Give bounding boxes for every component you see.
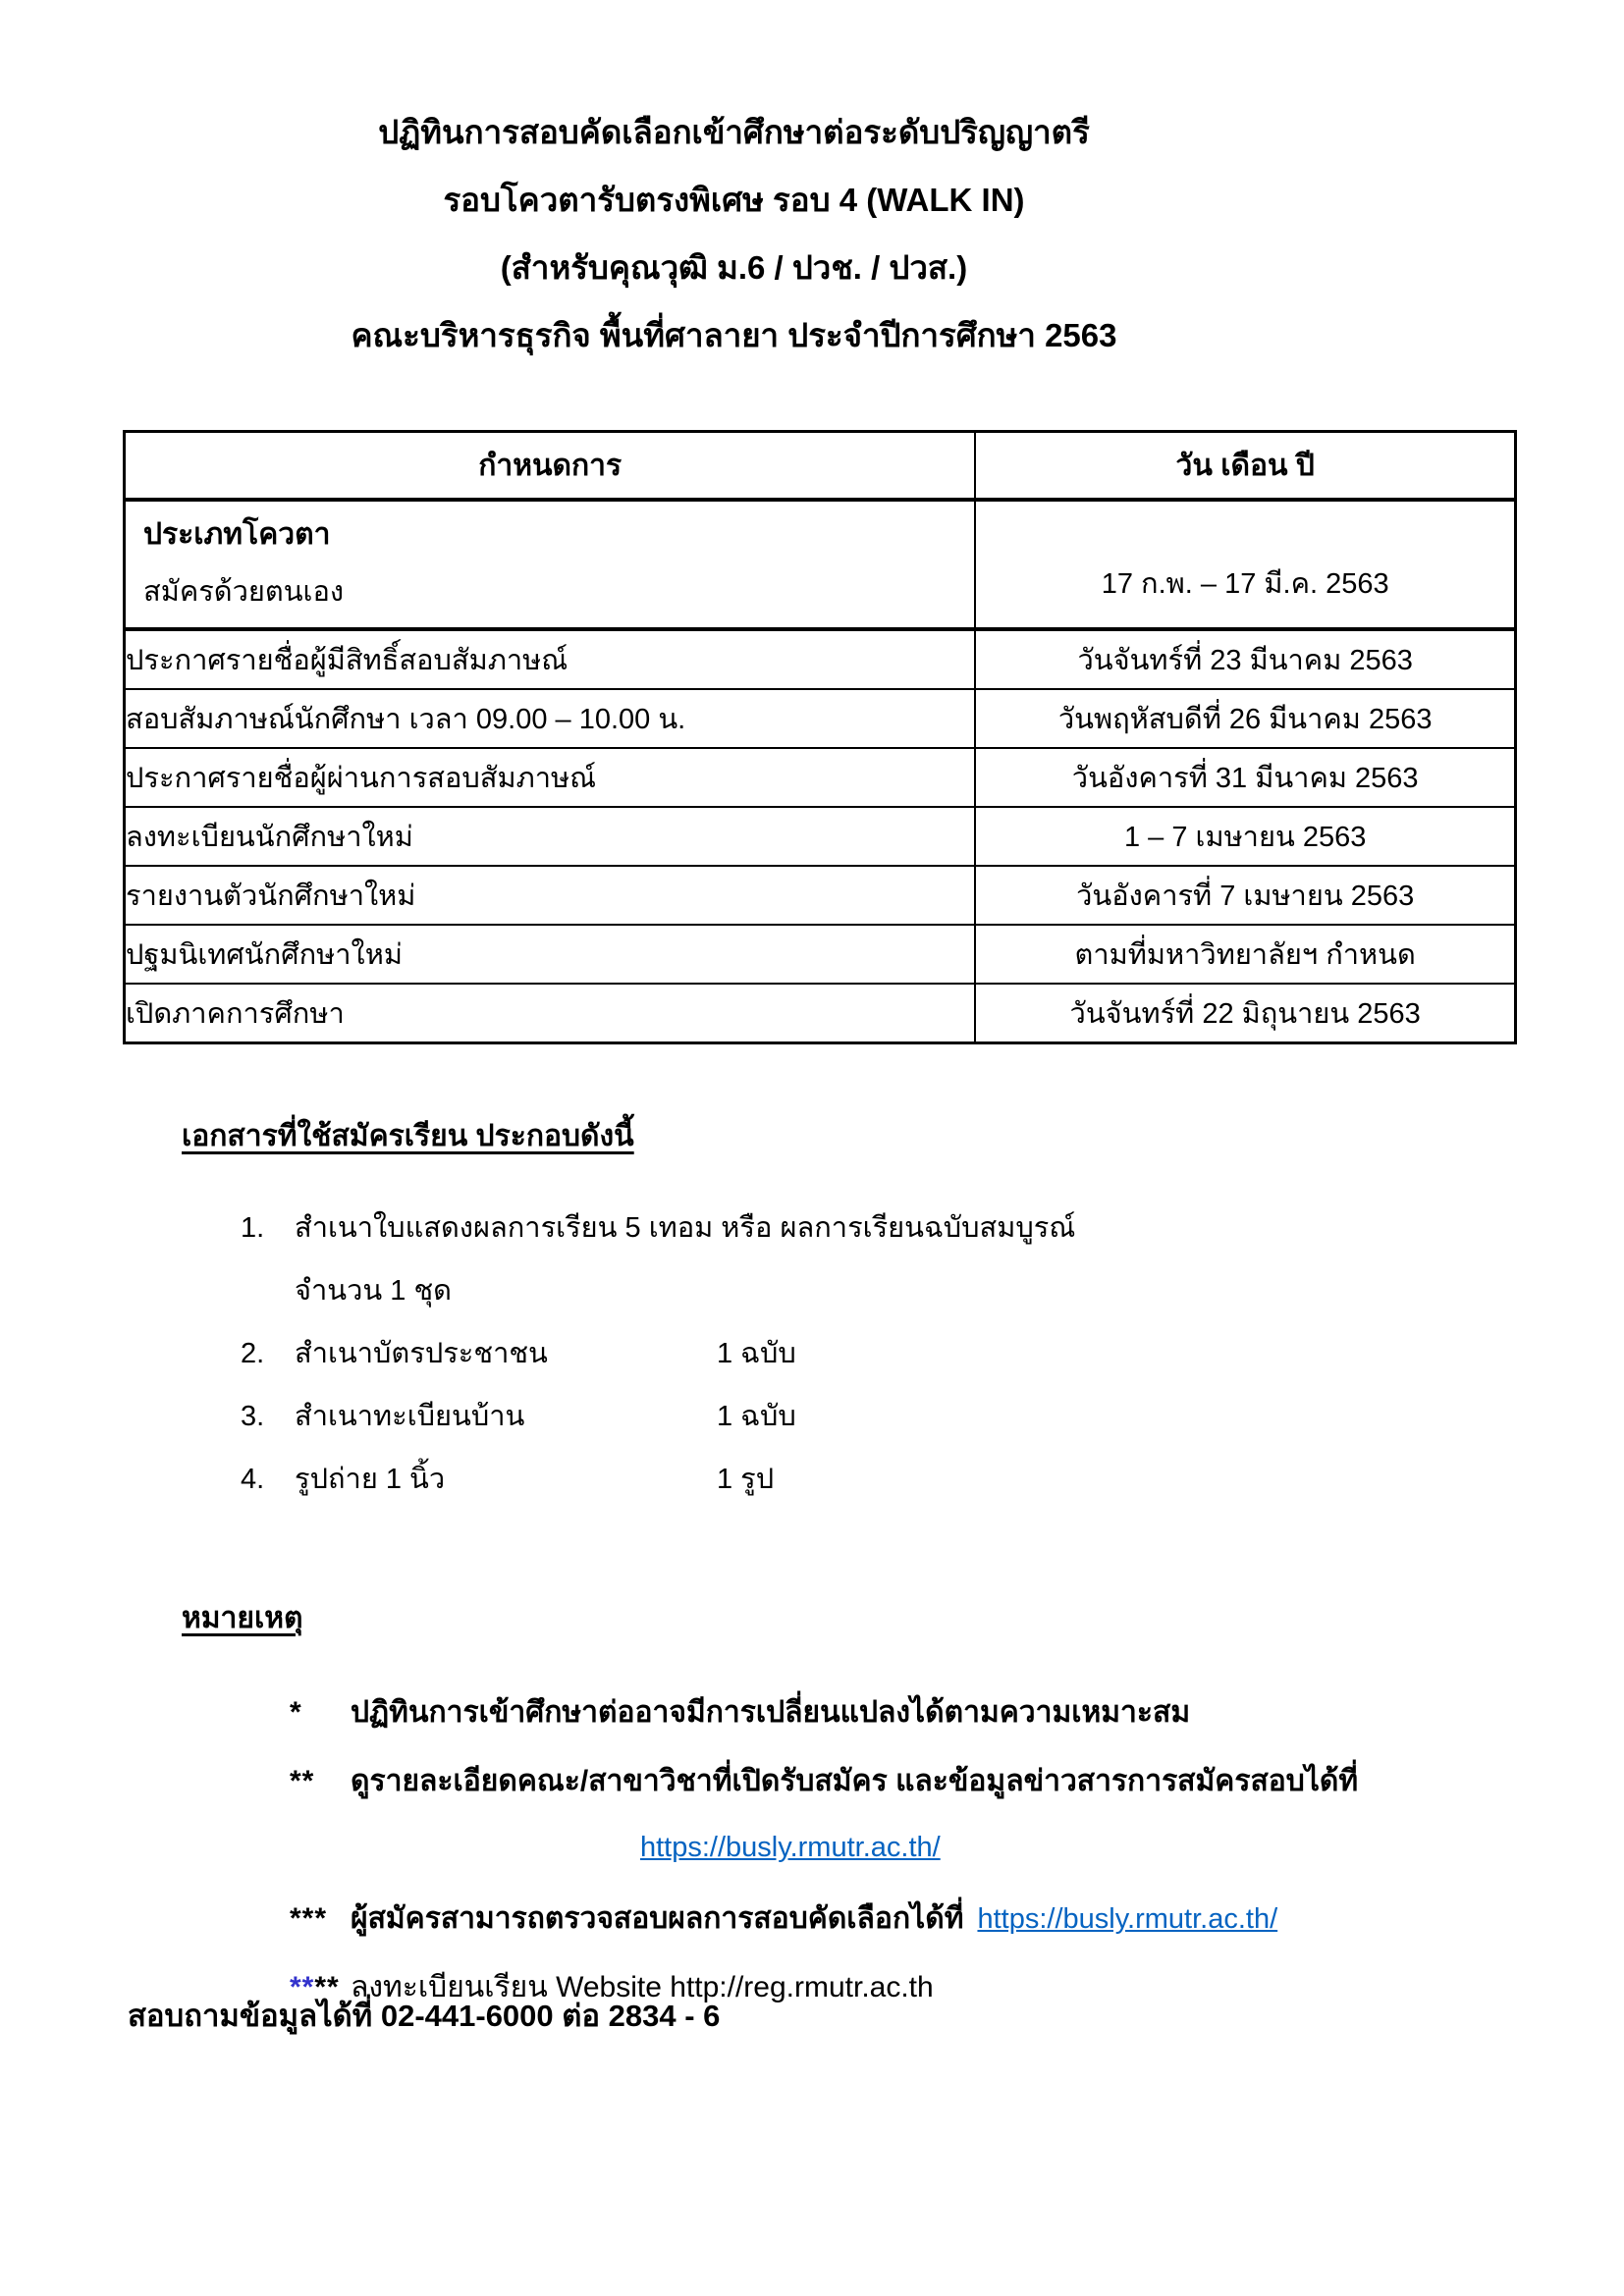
item-number: 2. bbox=[241, 1338, 265, 1369]
item-number: 3. bbox=[241, 1401, 265, 1432]
list-item bbox=[241, 1322, 1624, 1385]
table-row-quota bbox=[125, 500, 1516, 629]
documents-list bbox=[241, 1197, 1624, 1511]
quota-activity-cell bbox=[125, 500, 976, 629]
quota-date-cell bbox=[975, 500, 1515, 629]
row-date: วันพฤหัสบดีที่ 26 มีนาคม 2563 bbox=[975, 689, 1515, 748]
item-continuation: จำนวน 1 ชุด bbox=[295, 1275, 452, 1307]
row-date: 1 – 7 เมษายน 2563 bbox=[975, 807, 1515, 866]
schedule-table bbox=[123, 430, 1517, 1044]
table-row bbox=[125, 984, 1516, 1043]
row-date: ตามที่มหาวิทยาลัยฯ กำหนด bbox=[975, 925, 1515, 984]
item-number: 1. bbox=[241, 1212, 265, 1244]
quota-apply-label: สมัครด้วยตนเอง bbox=[143, 576, 345, 608]
quota-type-label: ประเภทโควตา bbox=[143, 518, 331, 551]
row-activity: รายงานตัวนักศึกษาใหม่ bbox=[125, 866, 976, 925]
note-marker: * bbox=[290, 1696, 302, 1729]
item-quantity: 1 ฉบับ bbox=[717, 1338, 796, 1369]
row-date: วันจันทร์ที่ 23 มีนาคม 2563 bbox=[975, 629, 1515, 689]
item-quantity: 1 รูป bbox=[717, 1464, 775, 1495]
title-line-2: รอบโควตารับตรงพิเศษ รอบ 4 (WALK IN) bbox=[443, 182, 1025, 218]
note-text: ปฏิทินการเข้าศึกษาต่ออาจมีการเปลี่ยนแปลงได้ตามความเหมาะสม bbox=[351, 1696, 1191, 1729]
table-row bbox=[125, 866, 1516, 925]
header-date: วัน เดือน ปี bbox=[975, 432, 1515, 501]
row-activity: เปิดภาคการศึกษา bbox=[125, 984, 976, 1043]
list-item bbox=[241, 1197, 1624, 1259]
row-activity: ปฐมนิเทศนักศึกษาใหม่ bbox=[125, 925, 976, 984]
busly-link[interactable]: https://busly.rmutr.ac.th/ bbox=[640, 1832, 941, 1863]
note-text: ดูรายละเอียดคณะ/สาขาวิชาที่เปิดรับสมัคร และข้อมูลข่าวสารการสมัครสอบได้ที่ bbox=[351, 1765, 1359, 1797]
note-item-2 bbox=[290, 1749, 1624, 1814]
table-row bbox=[125, 689, 1516, 748]
table-header-row bbox=[125, 432, 1516, 501]
row-activity: ลงทะเบียนนักศึกษาใหม่ bbox=[125, 807, 976, 866]
table-row bbox=[125, 807, 1516, 866]
table-row bbox=[125, 748, 1516, 807]
notes-list bbox=[290, 1681, 1624, 2020]
row-date: วันอังคารที่ 31 มีนาคม 2563 bbox=[975, 748, 1515, 807]
list-item bbox=[241, 1448, 1624, 1511]
table-row bbox=[125, 629, 1516, 689]
notes-section-heading: หมายเหตุ bbox=[182, 1602, 303, 1634]
item-text: รูปถ่าย 1 นิ้ว bbox=[295, 1464, 446, 1495]
item-text: สำเนาบัตรประชาชน bbox=[295, 1338, 548, 1369]
asterisks-blue: ** bbox=[290, 1971, 315, 2003]
busly-link[interactable]: https://busly.rmutr.ac.th/ bbox=[977, 1903, 1278, 1935]
documents-section-heading: เอกสารที่ใช้สมัครเรียน ประกอบดังนี้ bbox=[182, 1120, 634, 1152]
note-text: ลงทะเบียนเรียน Website http://reg.rmutr.ac.th bbox=[351, 1971, 934, 2003]
note-text: ผู้สมัครสามารถตรวจสอบผลการสอบคัดเลือกได้ที่ bbox=[351, 1902, 964, 1935]
asterisks-black: ** bbox=[314, 1971, 340, 2003]
document-title-block bbox=[123, 98, 1345, 369]
row-activity: สอบสัมภาษณ์นักศึกษา เวลา 09.00 – 10.00 น. bbox=[125, 689, 976, 748]
note-marker: ** bbox=[290, 1765, 315, 1797]
title-line-4: คณะบริหารธุรกิจ พื้นที่ศาลายา ประจำปีการศึกษา 2563 bbox=[351, 317, 1117, 353]
item-text: สำเนาทะเบียนบ้าน bbox=[295, 1401, 525, 1432]
item-quantity: 1 ฉบับ bbox=[717, 1401, 796, 1432]
item-text: สำเนาใบแสดงผลการเรียน 5 เทอม หรือ ผลการเรียนฉบับสมบูรณ์ bbox=[295, 1212, 1076, 1244]
list-item bbox=[241, 1385, 1624, 1448]
title-line-3: (สำหรับคุณวุฒิ ม.6 / ปวช. / ปวส.) bbox=[500, 249, 968, 286]
header-activity: กำหนดการ bbox=[125, 432, 976, 501]
note-item-3 bbox=[290, 1887, 1624, 1951]
row-activity: ประกาศรายชื่อผู้ผ่านการสอบสัมภาษณ์ bbox=[125, 748, 976, 807]
row-date: วันอังคารที่ 7 เมษายน 2563 bbox=[975, 866, 1515, 925]
quota-date: 17 ก.พ. – 17 มี.ค. 2563 bbox=[1101, 568, 1389, 600]
table-row bbox=[125, 925, 1516, 984]
item-number: 4. bbox=[241, 1464, 265, 1495]
row-activity: ประกาศรายชื่อผู้มีสิทธิ์สอบสัมภาษณ์ bbox=[125, 629, 976, 689]
note-2-link-line bbox=[640, 1818, 1624, 1877]
note-item-1 bbox=[290, 1681, 1624, 1745]
contact-info: สอบถามข้อมูลได้ที่ 02-441-6000 ต่อ 2834 - 6 bbox=[128, 1999, 721, 2033]
note-marker: *** bbox=[290, 1902, 328, 1935]
row-date: วันจันทร์ที่ 22 มิถุนายน 2563 bbox=[975, 984, 1515, 1043]
title-line-1: ปฏิทินการสอบคัดเลือกเข้าศึกษาต่อระดับปริญญาตรี bbox=[378, 114, 1090, 150]
